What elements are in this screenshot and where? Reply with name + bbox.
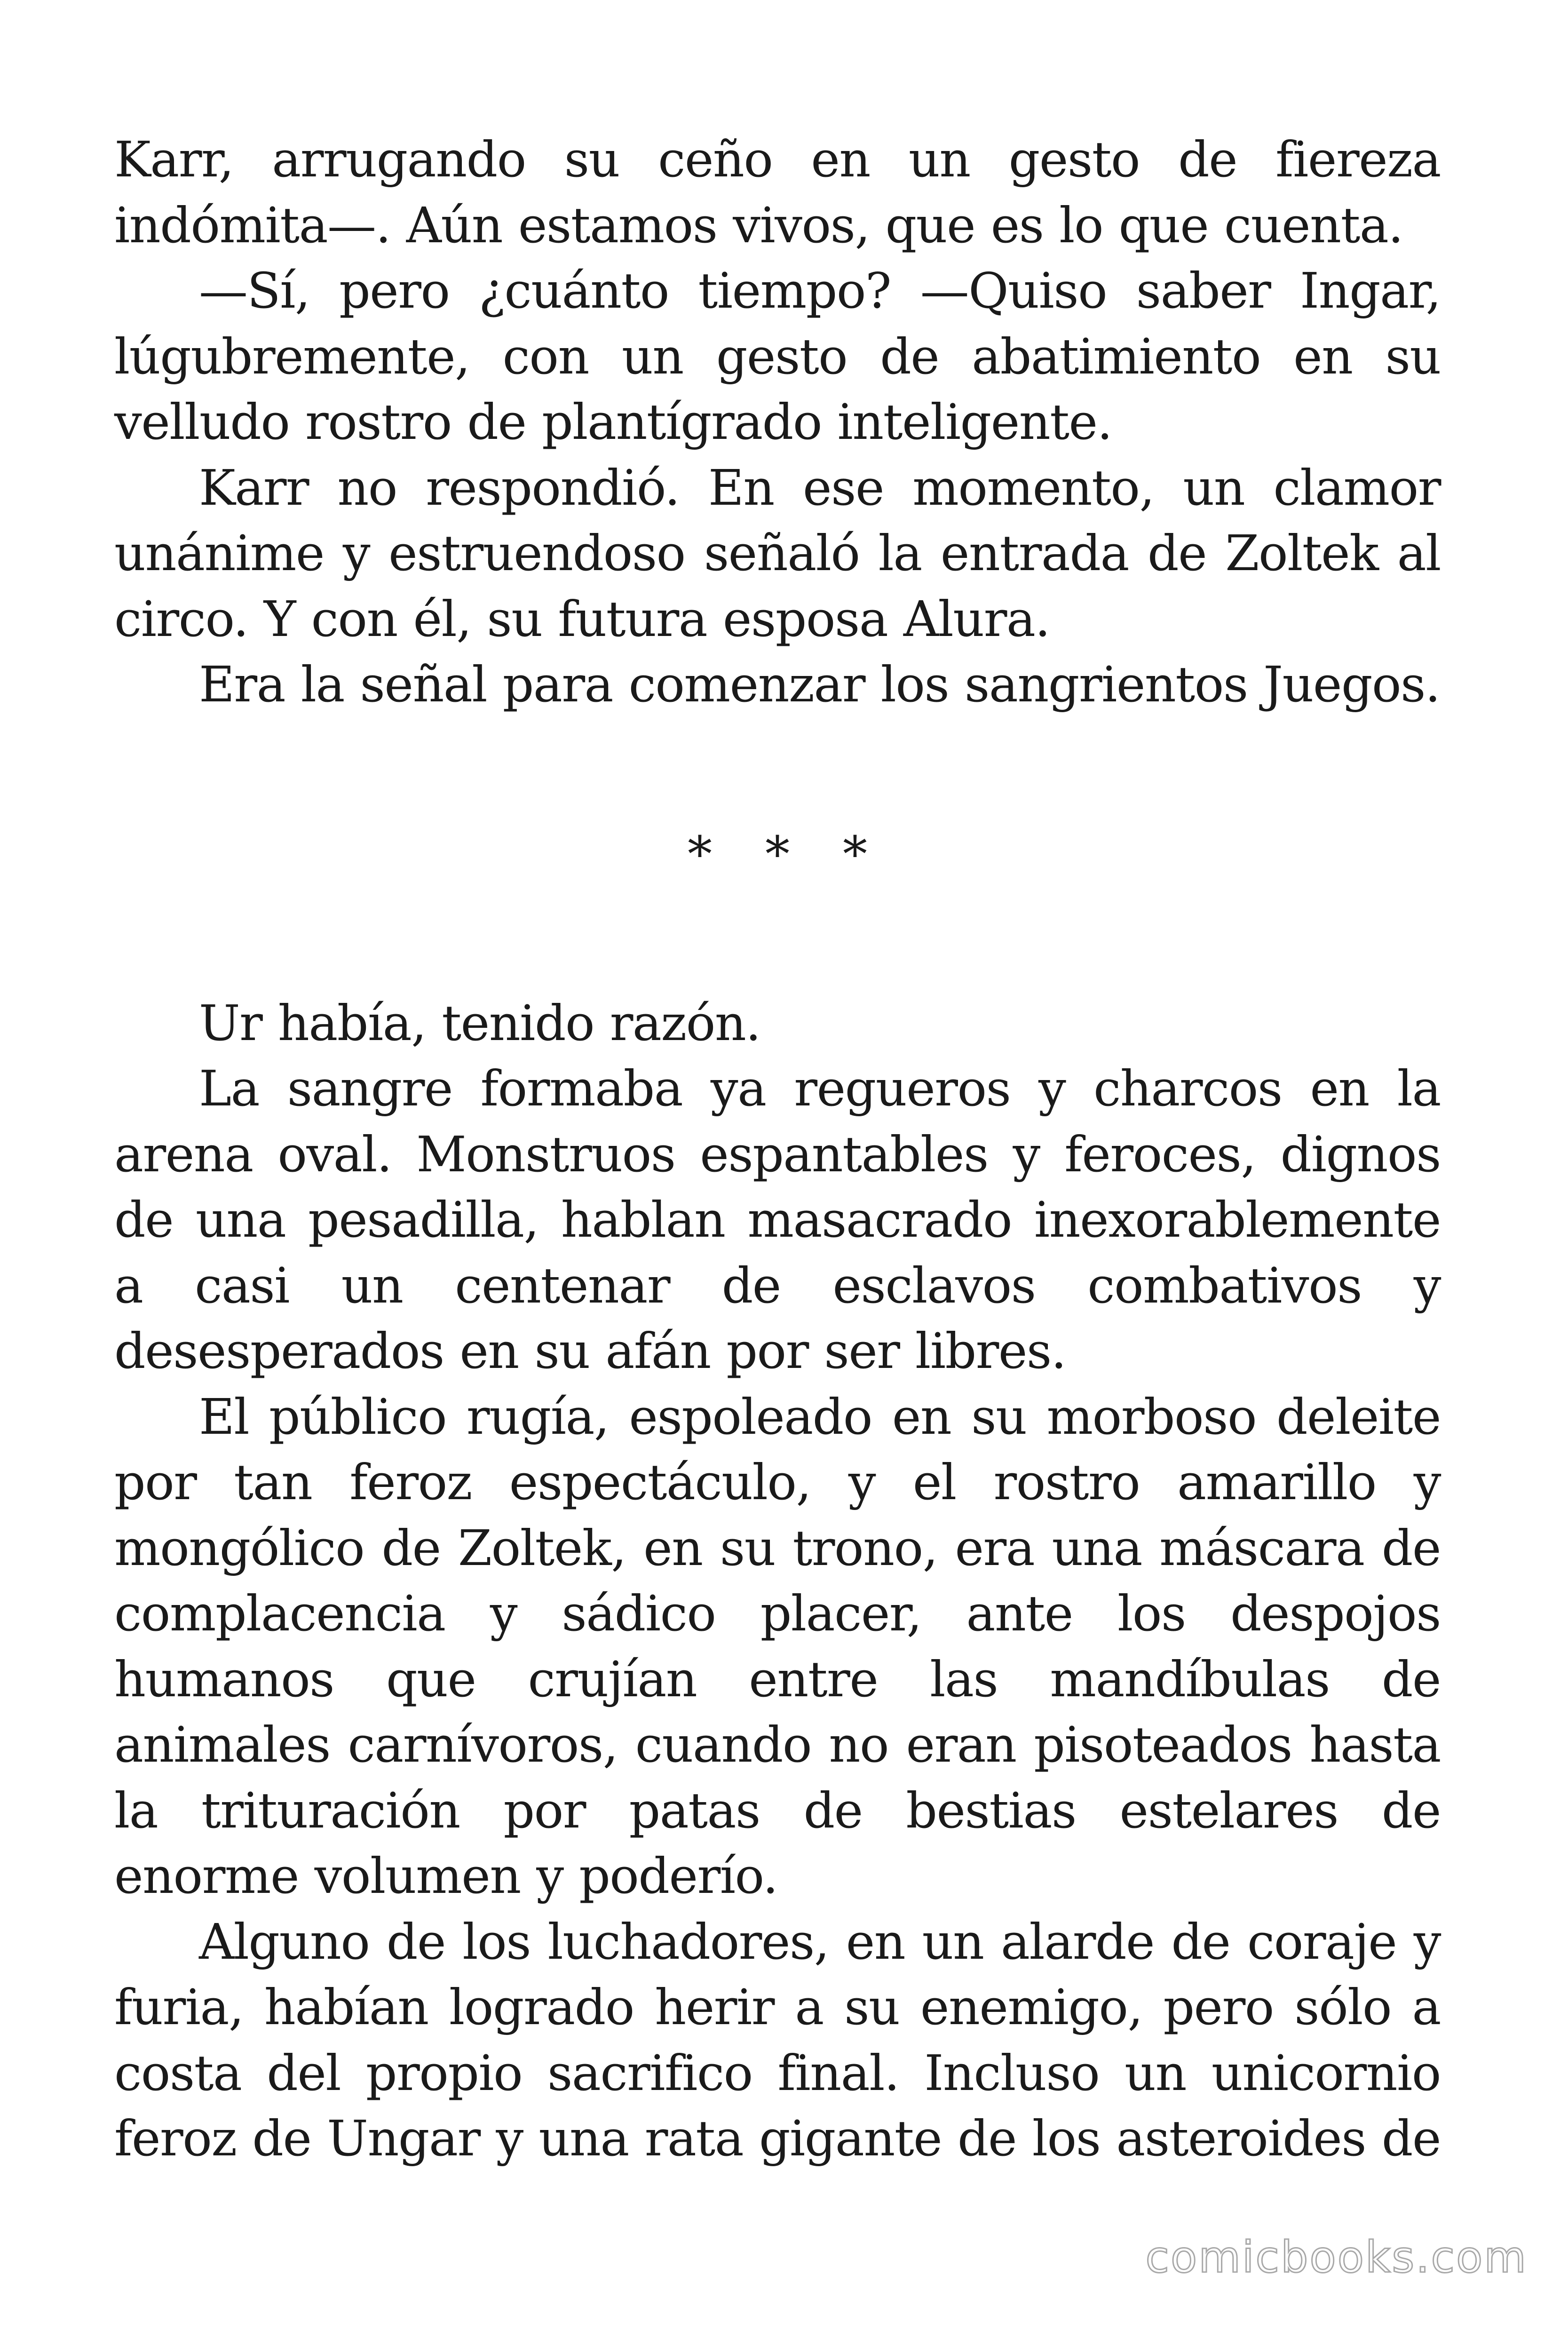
paragraph: Alguno de los luchadores, en un alarde de coraje y furia, habían logrado herir a su enemigo, pero sólo a costa del propio sacrifico final. Incluso un unicornio feroz de Ungar y una rata gigante de los asteroides de	[114, 1913, 1441, 2167]
paragraph: —Sí, pero ¿cuánto tiempo? —Quiso saber Ingar, lúgubremente, con un gesto de abatimiento en su velludo rostro de plantígrado inteligente.	[114, 262, 1441, 451]
paragraph: La sangre formaba ya regueros y charcos en la arena oval. Monstruos espantables y feroces, dignos de una pesadilla, hablan masacrado inexorablemente a casi un centenar de esclavos combativos y desesperados en su afán por ser libres.	[114, 1060, 1441, 1380]
scene-separator: * * *	[687, 825, 887, 883]
watermark-logo: comicbooks.com	[1145, 2232, 1528, 2282]
paragraph: Ur había, tenido razón.	[199, 994, 760, 1052]
paragraph: Karr, arrugando su ceño en un gesto de fiereza indómita—. Aún estamos vivos, que es lo que cuenta.	[114, 131, 1441, 254]
paragraph: El público rugía, espoleado en su morboso deleite por tan feroz espectáculo, y el rostro amarillo y mongólico de Zoltek, en su trono, era una máscara de complacencia y sádico placer, ante los despojos humanos que crujían entre las mandíbulas de animales carnívoros, cuando no eran pisoteados hasta la trituración por patas de bestias estelares de enorme volumen y poderío.	[114, 1388, 1441, 1905]
paragraph: Karr no respondió. En ese momento, un clamor unánime y estruendoso señaló la entrada de Zoltek al circo. Y con él, su futura esposa Alura.	[114, 459, 1441, 648]
page-text	[114, 127, 1441, 2172]
text-section-2	[114, 991, 1441, 2172]
paragraph: Era la señal para comenzar los sangrientos Juegos.	[199, 656, 1440, 713]
text-section-1	[114, 127, 1441, 718]
